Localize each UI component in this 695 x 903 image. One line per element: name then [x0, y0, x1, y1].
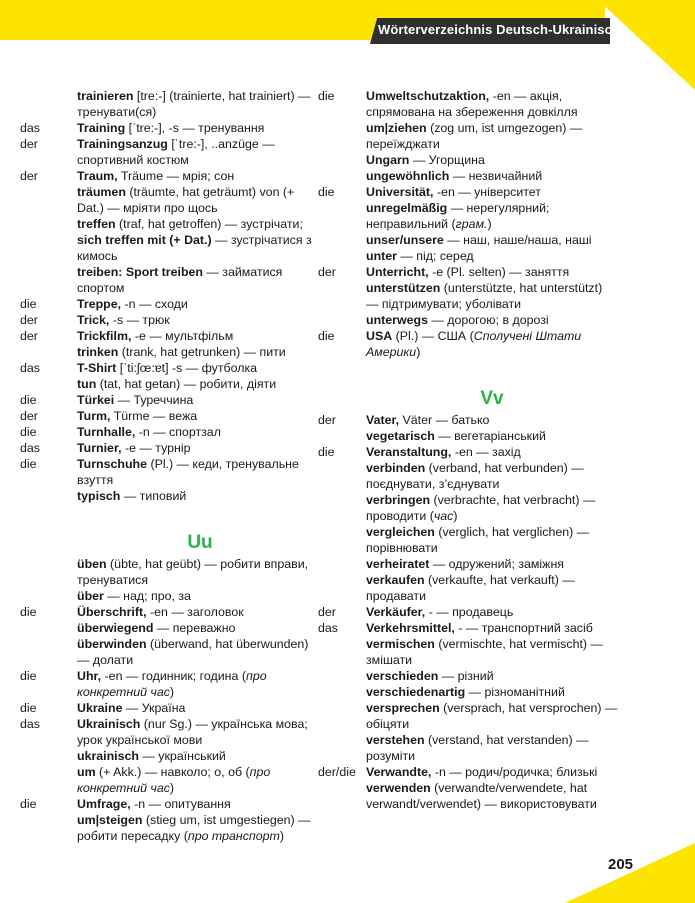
headword: Vater,: [366, 413, 400, 427]
page-number: 205: [608, 856, 634, 873]
article: der: [318, 413, 336, 427]
corner-decoration-bottom: [565, 843, 695, 903]
definition: (überwand, hat überwunden) — долати: [77, 637, 309, 667]
entry-body: [366, 412, 618, 428]
headword: Trickfilm,: [77, 329, 132, 343]
entry-body: [366, 152, 618, 168]
entry-body: [77, 620, 320, 636]
definition: (zog um, ist umgezogen) — переїжджати: [366, 121, 583, 151]
entry-body: [77, 408, 320, 424]
entry-body: [77, 136, 320, 168]
definition: (verband, hat verbunden) — поєднувати, з’єднувати: [366, 461, 584, 491]
section-letter-u: Uu: [187, 532, 213, 553]
dictionary-entry: [20, 700, 320, 716]
dictionary-entry: [20, 264, 320, 296]
headword: Verkehrsmittel,: [366, 621, 455, 635]
entry-body: [77, 328, 320, 344]
usage-note: про транспорт: [187, 829, 280, 843]
headword: unser/unsere: [366, 233, 444, 247]
dictionary-entry: [20, 216, 320, 264]
definition: - — транспортний засіб: [454, 621, 593, 635]
headword: Training: [77, 121, 126, 135]
entry-body: [77, 604, 320, 620]
article: der: [20, 137, 38, 151]
entry-body: [366, 88, 618, 120]
headword: überwinden: [77, 637, 147, 651]
dictionary-entry: [318, 200, 618, 232]
entry-body: [77, 376, 320, 392]
headword: Ukraine: [77, 701, 123, 715]
headword: Treppe,: [77, 297, 122, 311]
definition: (träumte, hat geträumt) von (+ Dat.) — мріяти про щось: [77, 185, 295, 215]
entry-body: [77, 216, 320, 264]
entry-body: [366, 492, 618, 524]
entry-body: [77, 344, 320, 360]
definition: ): [453, 509, 458, 523]
headword: Unterricht,: [366, 265, 429, 279]
definition: ): [169, 781, 175, 795]
entries-u: [20, 556, 320, 844]
definition: — вегетаріанський: [434, 429, 546, 443]
dictionary-entry: [318, 492, 618, 524]
dictionary-entry: [20, 748, 320, 764]
entry-body: [77, 360, 320, 376]
article: die: [318, 329, 335, 343]
headword: vermischen: [366, 637, 435, 651]
dictionary-entry: [318, 780, 618, 812]
article: der: [318, 605, 336, 619]
definition: [ˈtre:-], ..anzüge — спортивний костюм: [77, 137, 275, 167]
definition: — незвичайний: [449, 169, 543, 183]
dictionary-entry: [318, 168, 618, 184]
definition: — Туреччина: [114, 393, 194, 407]
entry-body: [366, 428, 618, 444]
entry-body: [77, 392, 320, 408]
headword: unterwegs: [366, 313, 428, 327]
headword: Turnhalle,: [77, 425, 136, 439]
definition: — наш, наше/наша, наші: [443, 233, 592, 247]
dictionary-entry: [20, 408, 320, 424]
definition: (+ Akk.) — навколо; о, об (: [95, 765, 250, 779]
entry-body: [77, 764, 320, 796]
dictionary-entry: [20, 796, 320, 812]
dictionary-entry: [20, 764, 320, 796]
entry-body: [366, 328, 618, 360]
dictionary-entry: [20, 424, 320, 440]
article: der/die: [318, 765, 356, 779]
definition: [ˈtre:-], -s — тренування: [125, 121, 265, 135]
entries-v: [318, 412, 618, 812]
definition: (trank, hat getrunken) — пити: [118, 345, 286, 359]
dictionary-entry: [20, 88, 320, 120]
dictionary-entry: [318, 684, 618, 700]
dictionary-entry: [20, 376, 320, 392]
definition: — нерегулярний; неправильний (: [366, 201, 550, 231]
article: die: [20, 457, 37, 471]
left-column: [20, 88, 320, 844]
definition: (stieg um, ist umgestiegen) — робити пересадку (: [77, 813, 311, 843]
headword: Uhr,: [77, 669, 102, 683]
dictionary-entry: [20, 328, 320, 344]
dictionary-entry: [20, 604, 320, 620]
entry-body: [366, 444, 618, 460]
dictionary-entry: [20, 120, 320, 136]
headword: um|steigen: [77, 813, 143, 827]
entry-body: [366, 524, 618, 556]
definition: -en — заголовок: [146, 605, 244, 619]
entry-body: [366, 248, 618, 264]
definition: [ˈti:ʃœ:ɐt] -s — футболка: [116, 361, 258, 375]
dictionary-entry: [20, 620, 320, 636]
headword: Türkei: [77, 393, 115, 407]
headword: verbinden: [366, 461, 426, 475]
dictionary-entry: [318, 248, 618, 264]
entries-t: [20, 88, 320, 504]
entry-body: [366, 684, 618, 700]
headword: Verwandte,: [366, 765, 432, 779]
definition: — одружений; заміжня: [429, 557, 565, 571]
definition: (verstand, hat verstanden) — розуміти: [366, 733, 589, 763]
dictionary-entry: [318, 280, 618, 312]
entry-body: [366, 572, 618, 604]
headword: verbringen: [366, 493, 431, 507]
definition: (vermischte, hat vermischt) — змішати: [366, 637, 603, 667]
definition: (unterstützte, hat unterstützt) — підтримувати; уболівати: [366, 281, 603, 311]
definition: Väter — батько: [399, 413, 490, 427]
definition: -e — мультфільм: [131, 329, 234, 343]
definition: (nur Sg.) — українська мова; урок української мови: [77, 717, 308, 747]
entry-body: [77, 796, 320, 812]
dictionary-entry: [318, 604, 618, 620]
dictionary-entry: [20, 588, 320, 604]
dictionary-entry: [20, 488, 320, 504]
entry-body: [77, 636, 320, 668]
entry-body: [77, 456, 320, 488]
entry-body: [366, 668, 618, 684]
dictionary-entry: [318, 120, 618, 152]
entry-body: [366, 764, 618, 780]
headword: vegetarisch: [366, 429, 435, 443]
page-header-title: Wörterverzeichnis Deutsch-Ukrainisch: [378, 22, 621, 37]
entry-body: [77, 184, 320, 216]
definition: ): [169, 685, 175, 699]
headword: ukrainisch: [77, 749, 139, 763]
entry-body: [77, 88, 320, 120]
article: das: [20, 441, 40, 455]
headword: Trainingsanzug: [77, 137, 168, 151]
article: das: [20, 121, 40, 135]
headword: Veranstaltung,: [366, 445, 452, 459]
article: die: [20, 425, 37, 439]
dictionary-entry: [20, 184, 320, 216]
article: die: [318, 445, 335, 459]
entry-body: [77, 120, 320, 136]
dictionary-entry: [318, 152, 618, 168]
dictionary-entry: [318, 412, 618, 428]
entry-body: [366, 232, 618, 248]
definition: Träume — мрія; сон: [117, 169, 235, 183]
definition: -n — спортзал: [135, 425, 221, 439]
headword: Ukrainisch: [77, 717, 141, 731]
entry-body: [366, 280, 618, 312]
headword: träumen: [77, 185, 126, 199]
dictionary-entry: [20, 312, 320, 328]
headword: unregelmäßig: [366, 201, 448, 215]
entry-body: [366, 700, 618, 732]
headword: unter: [366, 249, 397, 263]
headword: Umweltschutzaktion,: [366, 89, 490, 103]
headword: überwiegend: [77, 621, 154, 635]
headword: verstehen: [366, 733, 425, 747]
definition: -n — родич/родичка; близькі: [431, 765, 598, 779]
definition: — під; серед: [396, 249, 474, 263]
entry-body: [77, 424, 320, 440]
entry-body: [77, 700, 320, 716]
entry-body: [366, 120, 618, 152]
article: das: [318, 621, 338, 635]
definition: -en — акція, спрямована на збереження довкілля: [366, 89, 578, 119]
definition: -en — годинник; година (: [101, 669, 246, 683]
headword: tun: [77, 377, 97, 391]
entry-body: [77, 440, 320, 456]
definition: (tat, hat getan) — робити, діяти: [96, 377, 277, 391]
dictionary-entry: [318, 572, 618, 604]
article: die: [20, 605, 37, 619]
definition: — займатися спортом: [77, 265, 283, 295]
headword: Überschrift,: [77, 605, 147, 619]
headword: verkaufen: [366, 573, 425, 587]
headword: Verkäufer,: [366, 605, 426, 619]
definition: -n — опитування: [130, 797, 231, 811]
dictionary-entry: [20, 636, 320, 668]
dictionary-entry: [318, 232, 618, 248]
headword: trinken: [77, 345, 119, 359]
corner-decoration-top: [598, 0, 695, 90]
article: der: [20, 329, 38, 343]
headword: verschieden: [366, 669, 439, 683]
headword: um: [77, 765, 96, 779]
entry-body: [77, 296, 320, 312]
article: die: [20, 297, 37, 311]
article: die: [318, 185, 335, 199]
definition: (traf, hat getroffen) — зустрічати;: [115, 217, 303, 231]
entry-body: [77, 716, 320, 748]
article: der: [318, 265, 336, 279]
definition: (verwandte/verwendete, hat verwandt/verwendet) — використовувати: [366, 781, 597, 811]
dictionary-entry: [318, 732, 618, 764]
headword: unterstützen: [366, 281, 441, 295]
headword: Turnschuhe: [77, 457, 147, 471]
dictionary-entry: [318, 460, 618, 492]
definition: [tre:-] (trainierte, hat trainiert) — тренувати(ся): [77, 89, 311, 119]
dictionary-entry: [318, 312, 618, 328]
definition: — різноманітний: [465, 685, 565, 699]
definition: — типовий: [120, 489, 187, 503]
definition: -s — трюк: [109, 313, 170, 327]
entry-body: [77, 556, 320, 588]
headword: Trick,: [77, 313, 110, 327]
dictionary-entry: [318, 524, 618, 556]
definition: — Угорщина: [409, 153, 485, 167]
article: die: [20, 669, 37, 683]
headword: verschiedenartig: [366, 685, 466, 699]
entry-body: [366, 460, 618, 492]
definition: (versprach, hat versprochen) — обіцяти: [366, 701, 618, 731]
article: der: [20, 313, 38, 327]
definition: — дорогою; в дорозі: [427, 313, 549, 327]
article: das: [20, 717, 40, 731]
definition: — над; про, за: [103, 589, 191, 603]
entry-body: [366, 732, 618, 764]
headword: um|ziehen: [366, 121, 427, 135]
dictionary-entry: [20, 440, 320, 456]
dictionary-entry: [318, 668, 618, 684]
entry-body: [77, 748, 320, 764]
headword: Ungarn: [366, 153, 410, 167]
entries-u-cont: [318, 88, 618, 360]
definition: -e — турнір: [121, 441, 191, 455]
entry-body: [366, 264, 618, 280]
definition: (verglich, hat verglichen) — порівнювати: [366, 525, 590, 555]
definition: ): [416, 345, 421, 359]
definition: — переважно: [153, 621, 236, 635]
headword: verheiratet: [366, 557, 430, 571]
headword: Umfrage,: [77, 797, 131, 811]
dictionary-entry: [20, 716, 320, 748]
entry-body: [77, 812, 320, 844]
entry-body: [77, 668, 320, 700]
right-column: [318, 88, 618, 812]
definition: — різний: [438, 669, 494, 683]
entry-body: [77, 264, 320, 296]
dictionary-entry: [318, 764, 618, 780]
dictionary-entry: [20, 360, 320, 376]
dictionary-entry: [20, 168, 320, 184]
usage-note: про конкретний час: [77, 669, 267, 699]
entry-body: [366, 620, 618, 636]
dictionary-entry: [318, 428, 618, 444]
definition: — український: [138, 749, 226, 763]
headword: sich treffen mit (+ Dat.): [77, 233, 212, 247]
article: die: [20, 393, 37, 407]
dictionary-entry: [20, 344, 320, 360]
dictionary-entry: [318, 636, 618, 668]
headword: treffen: [77, 217, 116, 231]
article: die: [20, 797, 37, 811]
entry-body: [77, 312, 320, 328]
definition: ): [487, 217, 492, 231]
dictionary-entry: [20, 136, 320, 168]
dictionary-entry: [318, 444, 618, 460]
definition: -en — захід: [451, 445, 521, 459]
article: die: [20, 701, 37, 715]
definition: Türme — вежа: [110, 409, 198, 423]
headword: Traum,: [77, 169, 118, 183]
headword: Turnier,: [77, 441, 122, 455]
usage-note: грам.: [455, 217, 488, 231]
entry-body: [366, 780, 618, 812]
dictionary-entry: [20, 456, 320, 488]
definition: -en — університет: [433, 185, 541, 199]
dictionary-entry: [20, 668, 320, 700]
entry-body: [366, 312, 618, 328]
entry-body: [366, 636, 618, 668]
definition: ): [279, 829, 284, 843]
usage-note: час: [433, 509, 454, 523]
entry-body: [77, 168, 320, 184]
definition: — зустрічатися з кимось: [77, 233, 312, 263]
dictionary-entry: [318, 264, 618, 280]
dictionary-entry: [318, 556, 618, 572]
article: das: [20, 361, 40, 375]
definition: - — продавець: [425, 605, 514, 619]
dictionary-entry: [318, 620, 618, 636]
definition: (verkaufte, hat verkauft) — продавати: [366, 573, 575, 603]
definition: (Pl.) — кеди, тренувальне взуття: [77, 457, 299, 487]
entry-body: [366, 168, 618, 184]
definition: (übte, hat geübt) — робити вправи, тренуватися: [77, 557, 309, 587]
definition: (verbrachte, hat verbracht) — проводити (: [366, 493, 596, 523]
dictionary-entry: [20, 556, 320, 588]
headword: ungewöhnlich: [366, 169, 450, 183]
definition: -n — сходи: [121, 297, 188, 311]
entry-body: [366, 200, 618, 232]
definition: — Україна: [122, 701, 186, 715]
headword: über: [77, 589, 104, 603]
dictionary-entry: [318, 88, 618, 120]
dictionary-entry: [20, 812, 320, 844]
article: der: [20, 169, 38, 183]
headword: typisch: [77, 489, 121, 503]
entry-body: [366, 556, 618, 572]
headword: trainieren: [77, 89, 134, 103]
headword: Turm,: [77, 409, 111, 423]
entry-body: [77, 588, 320, 604]
headword: treiben: Sport treiben: [77, 265, 203, 279]
dictionary-entry: [20, 392, 320, 408]
article: der: [20, 409, 38, 423]
headword: vergleichen: [366, 525, 435, 539]
headword: USA: [366, 329, 393, 343]
dictionary-entry: [20, 296, 320, 312]
headword: versprechen: [366, 701, 440, 715]
dictionary-entry: [318, 184, 618, 200]
usage-note: Сполучені Штати Америки: [366, 329, 582, 359]
article: die: [318, 89, 335, 103]
dictionary-entry: [318, 700, 618, 732]
section-letter-v: Vv: [480, 388, 504, 409]
headword: üben: [77, 557, 107, 571]
definition: (Pl.) — США (: [392, 329, 474, 343]
dictionary-entry: [318, 328, 618, 360]
definition: -e (Pl. selten) — заняття: [428, 265, 570, 279]
entry-body: [366, 604, 618, 620]
entry-body: [77, 488, 320, 504]
headword: verwenden: [366, 781, 431, 795]
headword: T-Shirt: [77, 361, 117, 375]
usage-note: про конкретний час: [77, 765, 271, 795]
headword: Universität,: [366, 185, 434, 199]
entry-body: [366, 184, 618, 200]
